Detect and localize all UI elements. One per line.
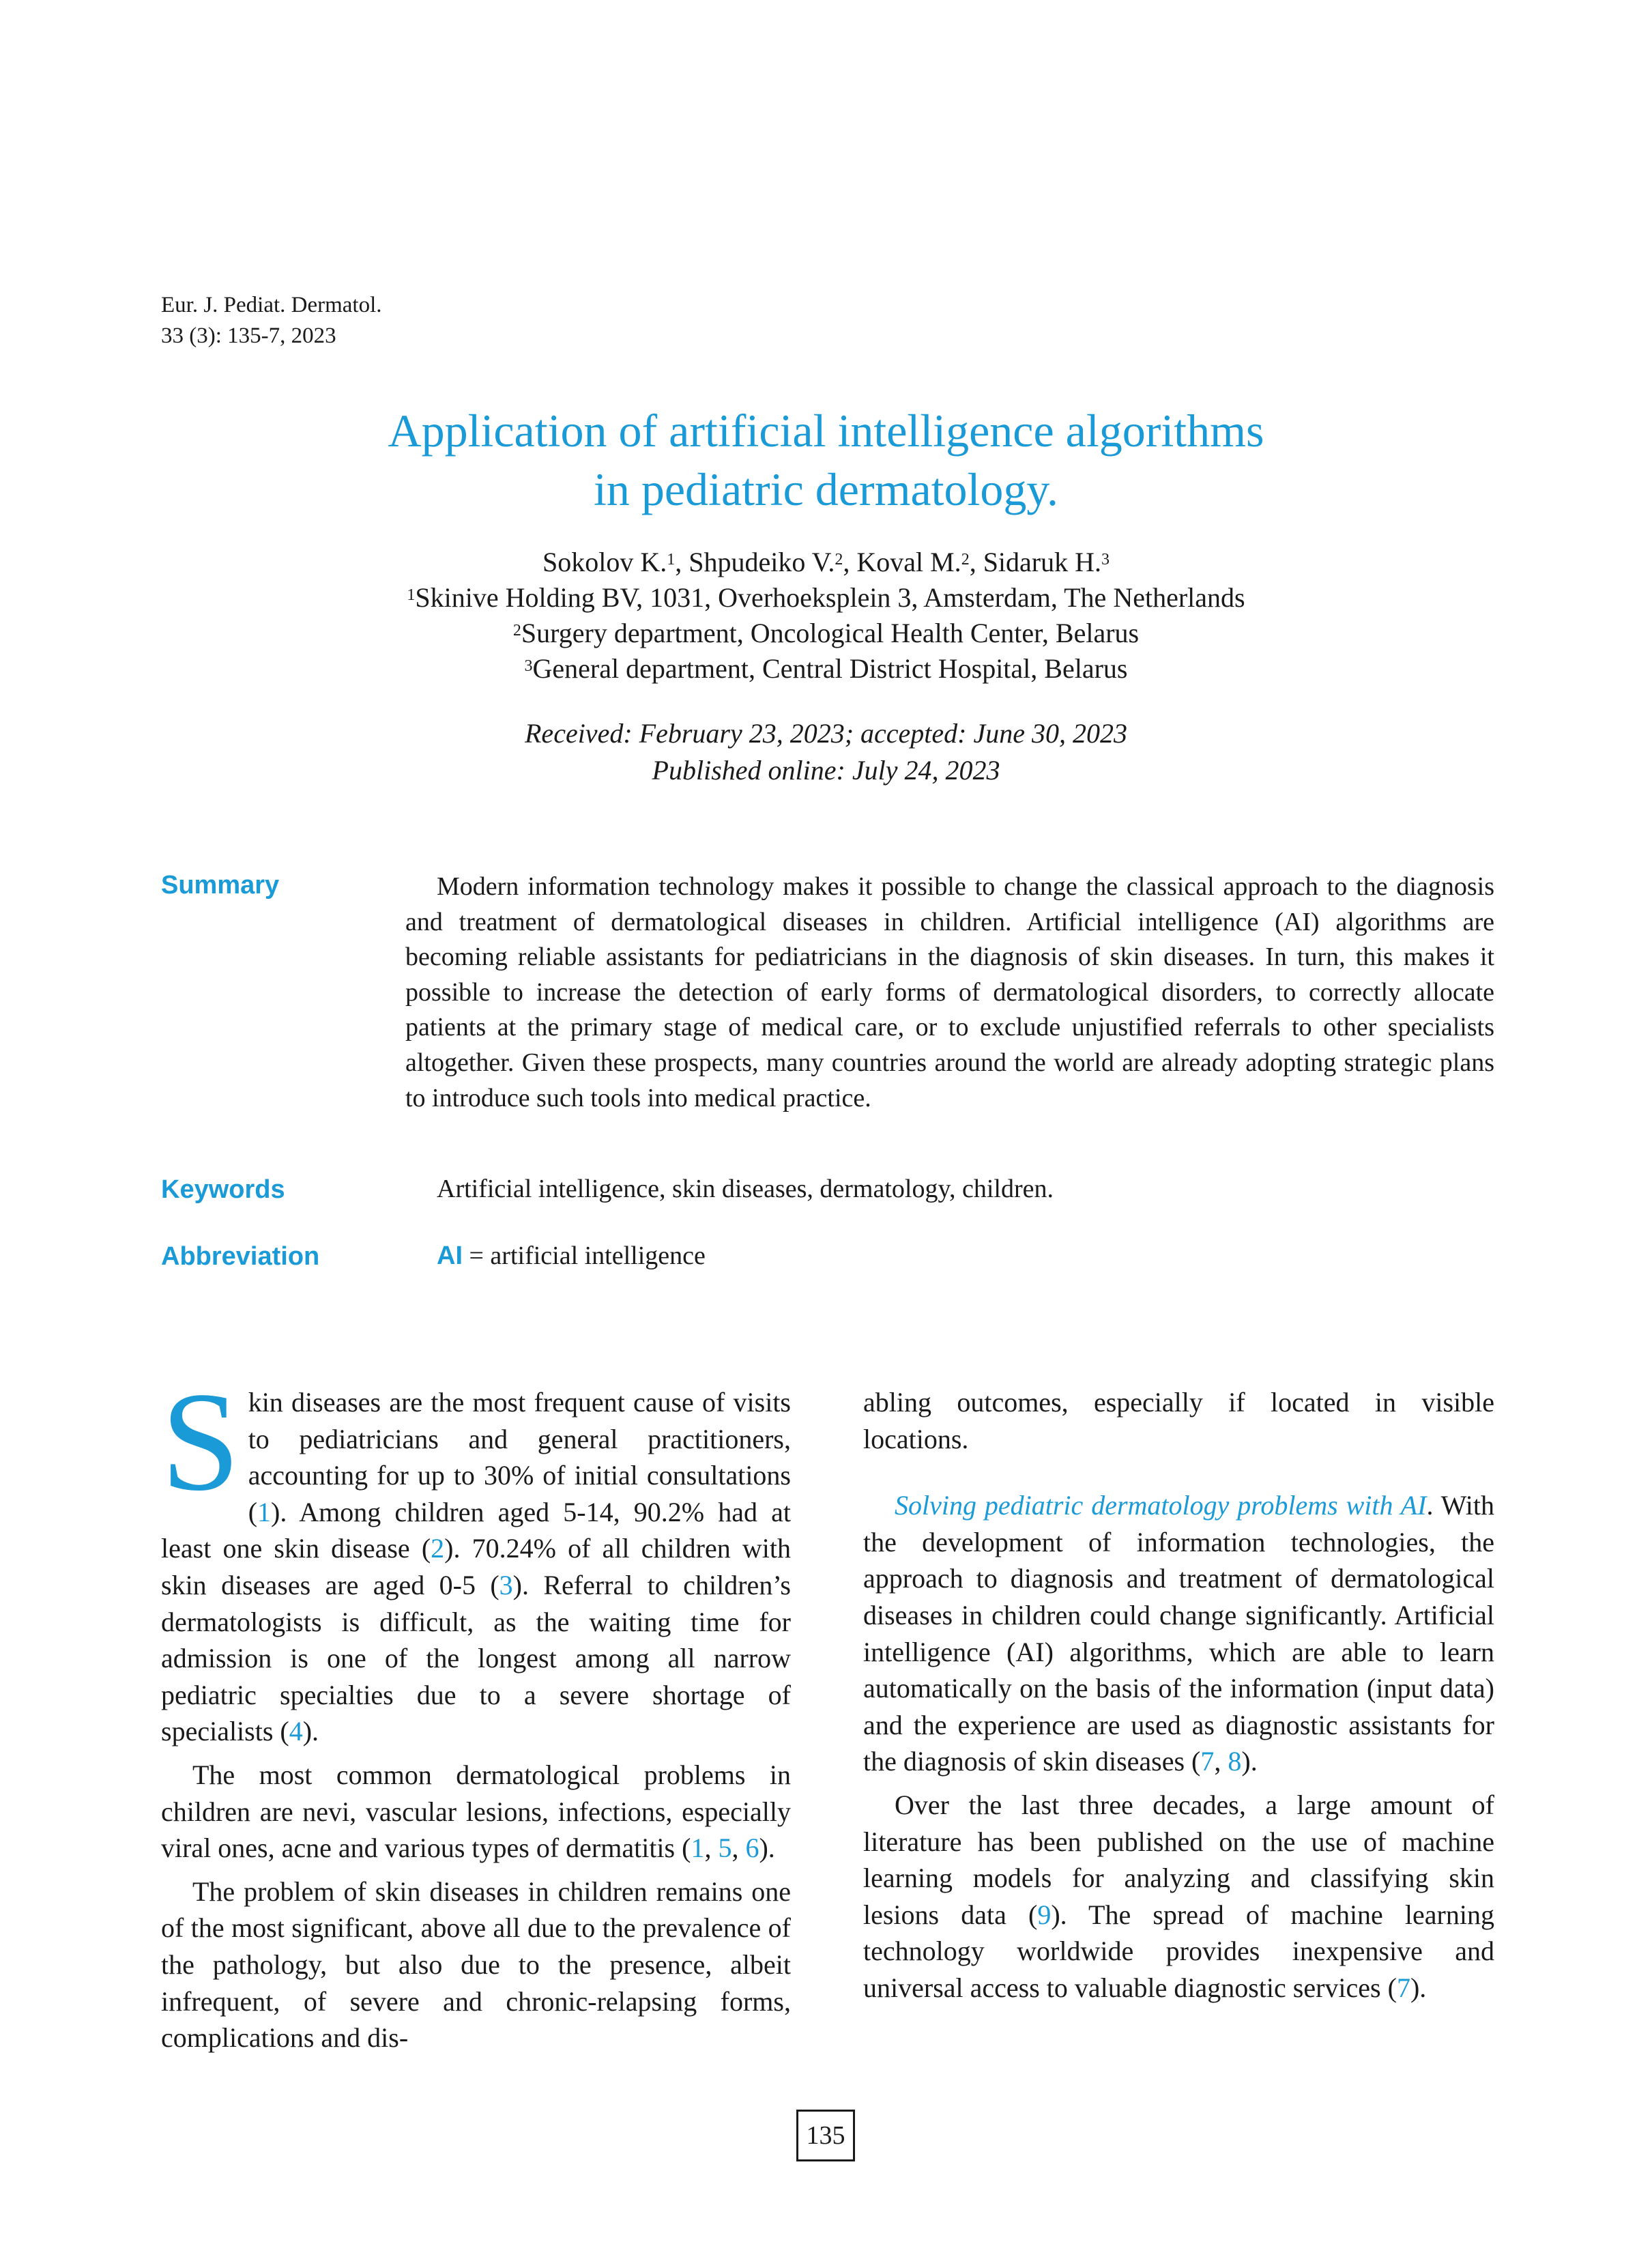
body-paragraph-1 [161, 1363, 792, 1750]
affiliation-sup: 1 [407, 586, 416, 604]
citation-link[interactable]: 7 [1396, 1972, 1410, 2003]
author-affiliation-sup: 1 [667, 551, 676, 569]
paragraph-text: ). [302, 1716, 319, 1747]
body-paragraph-2 [161, 1757, 791, 1867]
body-paragraph-4 [863, 1487, 1494, 1780]
publication-dates [0, 715, 1652, 789]
paragraph-text: ). [1410, 1972, 1427, 2003]
drop-cap: S [161, 1363, 240, 1520]
affiliation-3 [0, 651, 1652, 687]
published-date: Published online: July 24, 2023 [652, 755, 1000, 786]
abbreviation-label: Abbreviation [161, 1242, 320, 1271]
paragraph-text: ). 70.24% of all children with skin diseases are aged 0-5 ( [161, 1533, 792, 1600]
affiliation-sup: 3 [524, 657, 533, 675]
affiliation-1 [0, 580, 1652, 616]
citation-link[interactable]: 7 [1200, 1746, 1215, 1777]
author-name: , Sidaruk H. [969, 547, 1102, 577]
section-heading: Solving pediatric dermatology problems with AI [895, 1490, 1427, 1521]
abbreviation-entry [437, 1241, 706, 1271]
abbreviation-definition: = artificial intelligence [463, 1241, 706, 1270]
author-name: Sokolov K. [542, 547, 667, 577]
summary-text [405, 869, 1494, 1116]
page-number: 135 [796, 2110, 855, 2161]
affiliation-text: Surgery department, Oncological Health Center, Belarus [521, 618, 1140, 648]
author-name: , Koval M. [843, 547, 961, 577]
affiliation-text: Skinive Holding BV, 1031, Overhoeksplein 3, Amsterdam, The Netherlands [415, 582, 1245, 613]
body-column-left [161, 1363, 792, 2063]
citation-link[interactable]: 1 [691, 1832, 705, 1864]
article-title [0, 401, 1652, 519]
paragraph-text: ). The spread of machine learning technology worldwide provides inexpensive and universal access to valuable diagnostic services ( [863, 1899, 1494, 2003]
keywords-text: Artificial intelligence, skin diseases, dermatology, children. [437, 1175, 1054, 1203]
paragraph-text: Over the last three decades, a large amount of literature has been published on the use of machine learning models for analyzing and classifying skin lesions data ( [863, 1789, 1494, 1930]
paragraph-text: kin diseases are the most frequent cause of visits to pediatricians and general practitioners, accounting for up to 30% of initial consultations ( [248, 1387, 791, 1527]
citation-link[interactable]: 3 [499, 1569, 513, 1600]
received-date: Received: February 23, 2023; accepted: June 30, 2023 [525, 718, 1127, 749]
title-line-1: Application of artificial intelligence algorithms [388, 405, 1264, 457]
citation-separator: , [1214, 1746, 1228, 1777]
affiliation-text: General department, Central District Hospital, Belarus [532, 653, 1128, 684]
summary-label: Summary [161, 871, 280, 900]
author-block [0, 545, 1652, 687]
keywords-label: Keywords [161, 1175, 285, 1204]
journal-name: Eur. J. Pediat. Dermatol. [161, 293, 382, 317]
body-paragraph-5 [863, 1787, 1494, 2007]
paragraph-text: ). [1241, 1746, 1258, 1777]
paragraph-text: ). Referral to children’s dermatologists is difficult, as the waiting time for admission is one of the longest among all narrow pediatric specialties due to a severe shortage of specialists ( [161, 1569, 791, 1747]
summary-paragraph: Modern information technology makes it possible to change the classical approach to the diagnosis and treatment of dermatological diseases in children. Artificial intelligence (AI) algorithms are becoming reliable assistants for pediatricians in the diagnosis of skin diseases. In turn, this makes it possible to increase the detection of early forms of dermatological disorders, to correctly allocate patients at the primary stage of medical care, or to exclude unjustified referrals to other specialists altogether. Given these prospects, many countries around the world are already adopting strategic plans to introduce such tools into medical practice. [405, 872, 1494, 1112]
affiliation-sup: 2 [512, 622, 521, 639]
journal-citation [161, 290, 382, 351]
citation-link[interactable]: 1 [257, 1496, 272, 1527]
paragraph-text: . With the development of information technologies, the approach to diagnosis and treatment of dermatological diseases in children could change significantly. Artificial intelligence (AI) algorithms, which are able to learn automatically on the basis of the information (input data) and the experience are used as diagnostic assistants for the diagnosis of skin diseases ( [863, 1490, 1495, 1777]
paragraph-text: ). [759, 1832, 775, 1864]
citation-separator: , [704, 1832, 719, 1864]
citation-link[interactable]: 8 [1228, 1746, 1242, 1777]
paragraph-text: ). Among children aged 5-14, 90.2% had at least one skin disease ( [161, 1496, 791, 1564]
author-affiliation-sup: 2 [835, 551, 843, 569]
journal-issue: 33 (3): 135-7, 2023 [161, 324, 336, 348]
citation-link[interactable]: 9 [1037, 1899, 1052, 1930]
abbreviation-term: AI [437, 1241, 463, 1270]
paragraph-text: The most common dermatological problems in children are nevi, vascular lesions, infections, especially viral ones, acne and various types of dermatitis ( [161, 1759, 791, 1864]
author-affiliation-sup: 3 [1101, 551, 1110, 569]
body-paragraph-3-continued: abling outcomes, especially if located in visible locations. [863, 1387, 1494, 1454]
title-line-2: in pediatric dermatology. [593, 463, 1059, 515]
citation-link[interactable]: 5 [718, 1832, 732, 1864]
author-list [0, 545, 1652, 580]
citation-link[interactable]: 2 [431, 1533, 445, 1564]
citation-link[interactable]: 6 [745, 1832, 759, 1864]
author-name: , Shpudeiko V. [675, 547, 835, 577]
body-column-right [863, 1384, 1494, 2013]
citation-link[interactable]: 4 [289, 1716, 303, 1747]
citation-separator: , [731, 1832, 746, 1864]
body-paragraph-3: The problem of skin diseases in children remains one of the most significant, above all due to the prevalence of the pathology, but also due to the presence, albeit infrequent, of severe and chronic-relapsing forms, complications and dis- [161, 1875, 791, 2054]
affiliation-2 [0, 616, 1652, 651]
author-affiliation-sup: 2 [961, 551, 970, 569]
